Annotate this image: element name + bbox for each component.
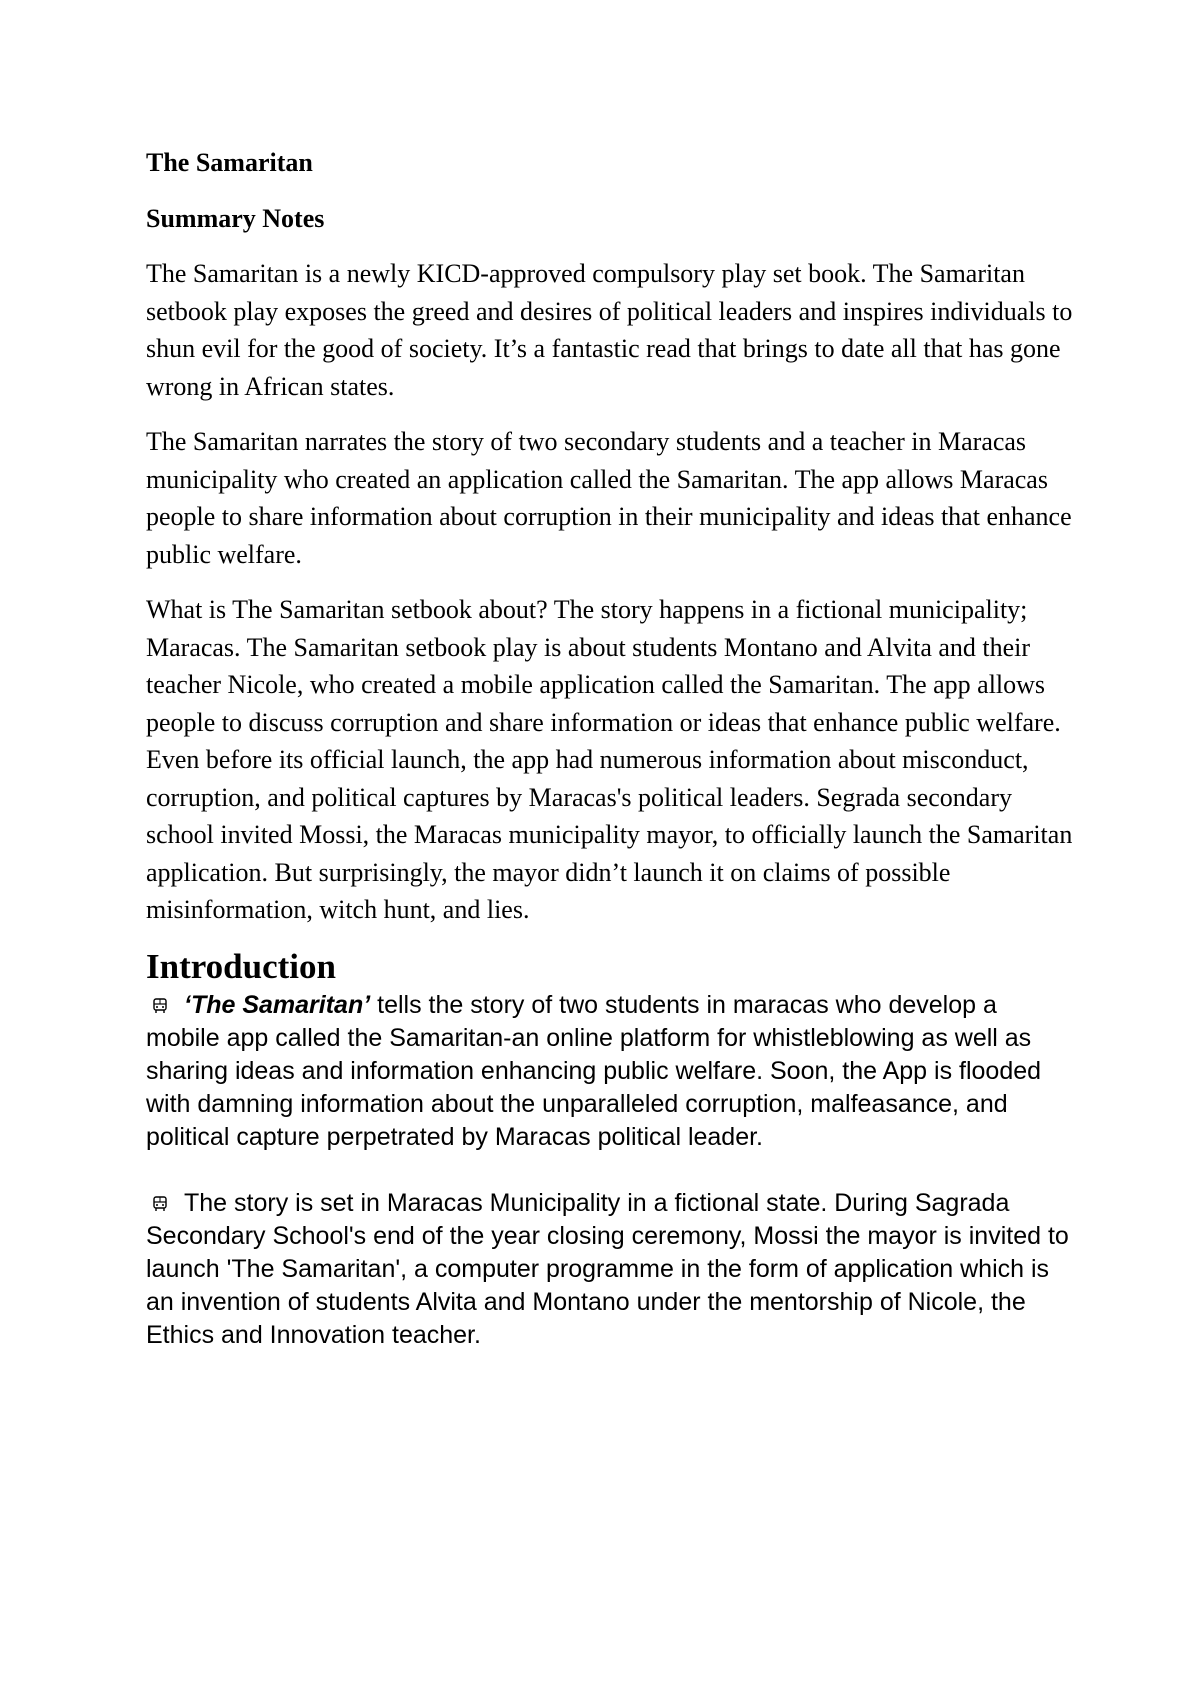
bullet-text: The story is set in Maracas Municipality in a fictional state. During Sagrada Secondary School's end of the year closing ceremony, Mossi the mayor is invited to launch 'The Samaritan', a computer programme in the form of application which is an invention of students Alvita and Montano under the mentorship of Nicole, the Ethics and Innovation teacher. [146, 1188, 1069, 1349]
summary-paragraph-3: What is The Samaritan setbook about? The story happens in a fictional municipality; Maracas. The Samaritan setbook play is about students Montano and Alvita and their teacher Nicole, who created a mobile application called the Samaritan. The app allows people to discuss corruption and share information or ideas that enhance public welfare. Even before its official launch, the app had numerous information about misconduct, corruption, and political captures by Maracas's political leaders. Segrada secondary school invited Mossi, the Maracas municipality mayor, to officially launch the Samaritan application. But surprisingly, the mayor didn’t launch it on claims of possible misinformation, witch hunt, and lies. [146, 595, 1073, 924]
bullet-emphasis: ‘The Samaritan’ [184, 990, 371, 1019]
bullet-text: tells the story of two students in maracas who develop a mobile app called the Samaritan-an online platform for whistleblowing as well as sharing ideas and information enhancing public welfare. Soon, the App is flooded with damning information about the unparalleled corruption, malfeasance, and political capture perpetrated by Maracas political leader. [146, 990, 1042, 1151]
introduction-bullet-2 [146, 1187, 1076, 1352]
summary-paragraph-1: The Samaritan is a newly KICD-approved compulsory play set book. The Samaritan setbook play exposes the greed and desires of political leaders and inspires individuals to shun evil for the good of society. It’s a fantastic read that brings to date all that has gone wrong in African states. [146, 259, 1073, 401]
introduction-bullet-1 [146, 989, 1076, 1154]
summary-paragraph-2: The Samaritan narrates the story of two secondary students and a teacher in Maracas municipality who created an application called the Samaritan. The app allows Maracas people to share information about corruption in their municipality and ideas that enhance public welfare. [146, 427, 1072, 569]
bus-bullet-icon [152, 990, 168, 1006]
document-subtitle: Summary Notes [146, 203, 325, 233]
bus-bullet-icon [152, 1188, 168, 1204]
document-title: The Samaritan [146, 148, 313, 177]
document-page [146, 144, 1076, 1385]
introduction-heading: Introduction [146, 946, 336, 986]
